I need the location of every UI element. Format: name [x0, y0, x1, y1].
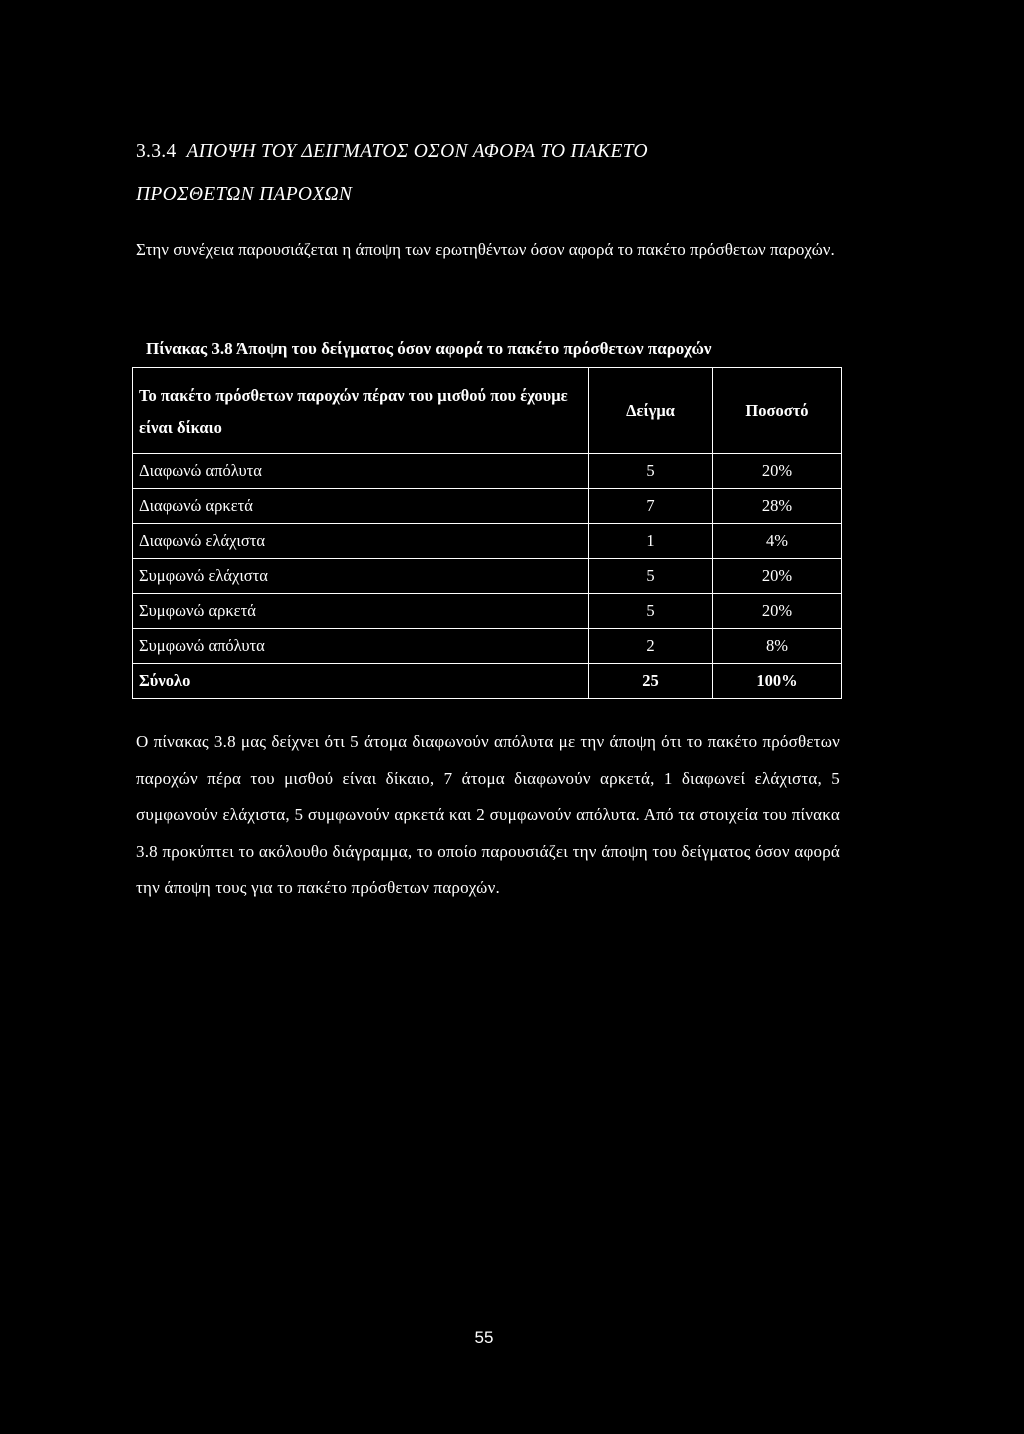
- section-heading-line-1: [136, 130, 856, 173]
- section-number: 3.3.4: [136, 141, 177, 162]
- sample-header: Δείγμα: [589, 368, 713, 454]
- table-row: [133, 594, 842, 629]
- row-percent: 20%: [713, 594, 842, 629]
- table-total-row: [133, 664, 842, 699]
- row-percent: 100%: [713, 664, 842, 699]
- table-header-row: [133, 368, 842, 454]
- table-row: [133, 629, 842, 664]
- table-row: [133, 524, 842, 559]
- section-heading: [136, 130, 856, 216]
- row-percent: 20%: [713, 454, 842, 489]
- percent-header: Ποσοστό: [713, 368, 842, 454]
- analysis-paragraph: Ο πίνακας 3.8 μας δείχνει ότι 5 άτομα διαφωνούν απόλυτα με την άποψη ότι το πακέτο πρόσθετων παροχών πέρα του μισθού είναι δίκαιο, 7 άτομα διαφωνούν αρκετά, 1 διαφωνεί ελάχιστα, 5 συμφωνούν ελάχιστα, 5 συμφωνούν αρκετά και 2 συμφωνούν απόλυτα. Από τα στοιχεία του πίνακα 3.8 προκύπτει το ακόλουθο διάγραμμα, το οποίο παρουσιάζει την άποψη του δείγματος όσον αφορά την άποψη τους για το πακέτο πρόσθετων παροχών.: [136, 732, 840, 897]
- table-body: [133, 454, 842, 699]
- row-sample: 5: [589, 559, 713, 594]
- intro-paragraph: Στην συνέχεια παρουσιάζεται η άποψη των ερωτηθέντων όσον αφορά το πακέτο πρόσθετων παροχών.: [136, 240, 835, 259]
- row-label: Συμφωνώ ελάχιστα: [133, 559, 589, 594]
- section-title-line-2: ΠΡΟΣΘΕΤΩΝ ΠΑΡΟΧΩΝ: [136, 184, 353, 205]
- row-percent: 4%: [713, 524, 842, 559]
- row-label: Διαφωνώ απόλυτα: [133, 454, 589, 489]
- row-sample: 5: [589, 454, 713, 489]
- row-label: Διαφωνώ ελάχιστα: [133, 524, 589, 559]
- row-sample: 1: [589, 524, 713, 559]
- row-percent: 8%: [713, 629, 842, 664]
- row-percent: 20%: [713, 559, 842, 594]
- row-sample: 2: [589, 629, 713, 664]
- page-number: 55: [474, 1328, 494, 1347]
- row-percent: 28%: [713, 489, 842, 524]
- row-label: Διαφωνώ αρκετά: [133, 489, 589, 524]
- table-row: [133, 559, 842, 594]
- row-sample: 5: [589, 594, 713, 629]
- row-label: Συμφωνώ αρκετά: [133, 594, 589, 629]
- question-header: Το πακέτο πρόσθετων παροχών πέραν του μισθού που έχουμε είναι δίκαιο: [133, 368, 589, 454]
- section-title-line-1: ΑΠΟΨΗ ΤΟΥ ΔΕΙΓΜΑΤΟΣ ΟΣΟΝ ΑΦΟΡΑ ΤΟ ΠΑΚΕΤΟ: [186, 141, 648, 162]
- survey-table: [132, 367, 842, 699]
- table-row: [133, 489, 842, 524]
- table-row: [133, 454, 842, 489]
- table-caption: Πίνακας 3.8 Άποψη του δείγματος όσον αφορά το πακέτο πρόσθετων παροχών: [146, 339, 712, 358]
- row-label: Σύνολο: [133, 664, 589, 699]
- row-sample: 7: [589, 489, 713, 524]
- row-label: Συμφωνώ απόλυτα: [133, 629, 589, 664]
- row-sample: 25: [589, 664, 713, 699]
